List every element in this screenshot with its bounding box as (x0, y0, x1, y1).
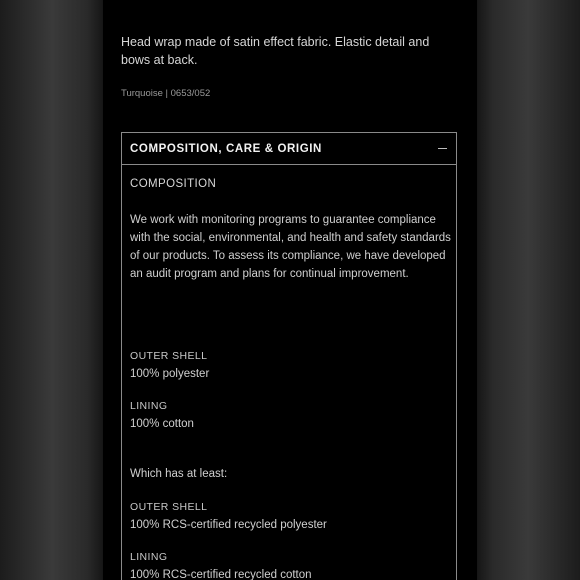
product-color-reference: Turquoise | 0653/052 (121, 88, 211, 99)
certified-outer-shell-label: OUTER SHELL (130, 501, 208, 513)
certified-lining-label: LINING (130, 551, 168, 563)
composition-care-origin-accordion (121, 132, 457, 580)
lining-value: 100% cotton (130, 418, 194, 430)
composition-heading: COMPOSITION (130, 178, 217, 190)
phone-screen (103, 0, 477, 580)
certified-lining-value: 100% RCS-certified recycled cotton (130, 569, 312, 580)
certified-outer-shell-value: 100% RCS-certified recycled polyester (130, 519, 327, 531)
at-least-text: Which has at least: (130, 468, 228, 480)
minus-icon[interactable] (438, 148, 447, 149)
outer-shell-value: 100% polyester (130, 368, 210, 380)
accordion-title: COMPOSITION, CARE & ORIGIN (130, 142, 322, 155)
compliance-paragraph: We work with monitoring programs to guarantee compliance with the social, environmental, and health and safety standards of our products. To assess its compliance, we have developed an audit program and plans for continual improvement. (130, 214, 451, 280)
lining-label: LINING (130, 400, 168, 412)
accordion-header[interactable] (122, 133, 456, 165)
product-description: Head wrap made of satin effect fabric. Elastic detail and bows at back. (121, 35, 430, 67)
outer-shell-label: OUTER SHELL (130, 350, 208, 362)
